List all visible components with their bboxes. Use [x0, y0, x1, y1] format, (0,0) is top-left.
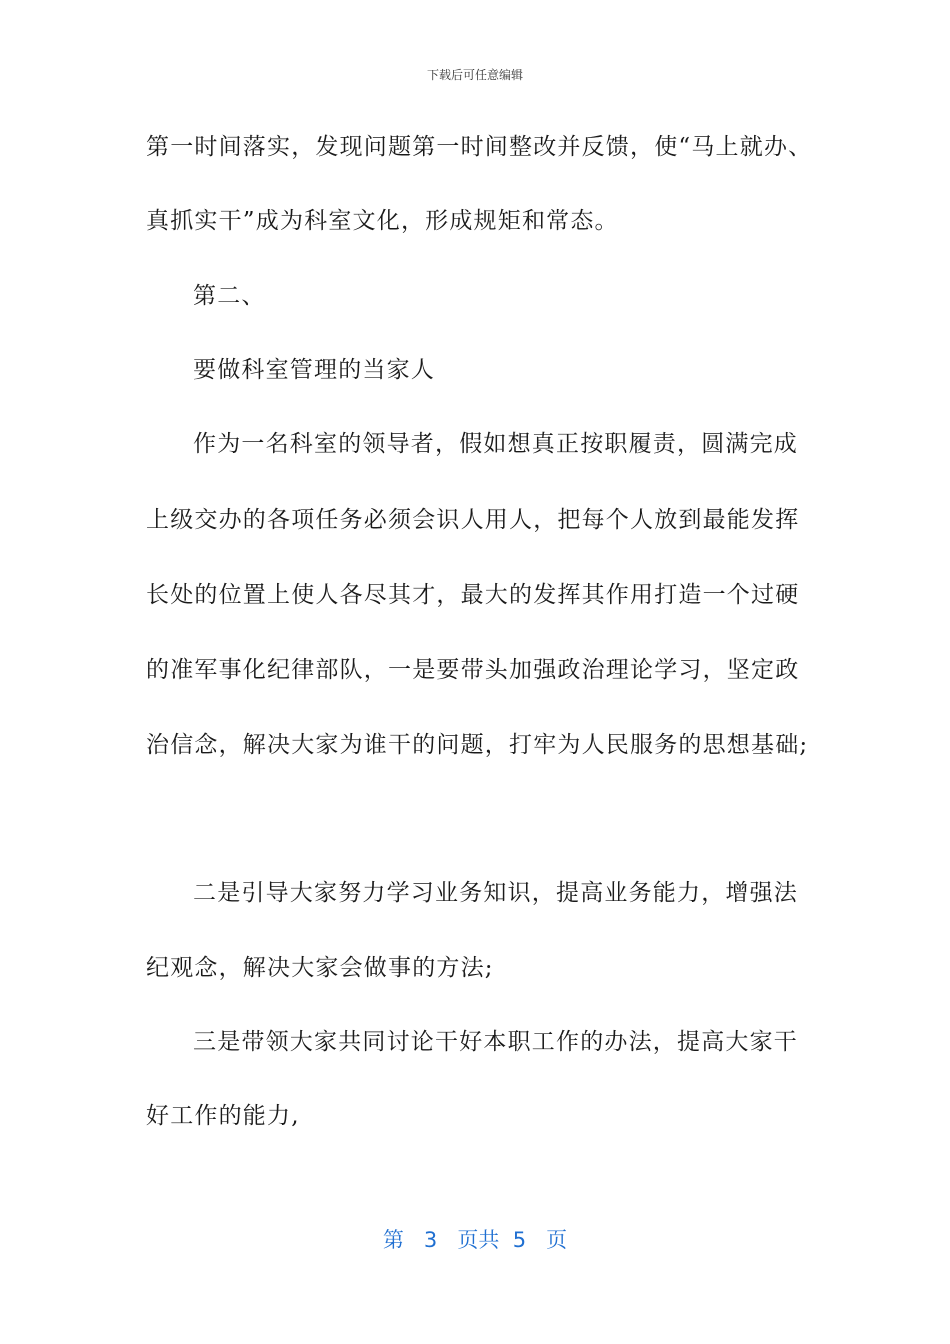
footer-current-page: 3 — [423, 1228, 438, 1252]
body-line-7: 长处的位置上使人各尽其才，最大的发挥其作用打造一个过硬 — [146, 582, 800, 608]
footer-total-pages: 5 — [512, 1228, 527, 1252]
footer-middle: 页共 — [457, 1228, 500, 1252]
page-footer — [0, 1224, 950, 1254]
section-heading-title: 要做科室管理的当家人 — [193, 357, 435, 383]
footer-suffix: 页 — [546, 1228, 568, 1252]
body-line-5: 作为一名科室的领导者，假如想真正按职履责，圆满完成 — [193, 431, 798, 457]
body-line-13: 好工作的能力, — [146, 1103, 300, 1129]
footer-prefix: 第 — [382, 1228, 404, 1252]
body-line-12: 三是带领大家共同讨论干好本职工作的办法，提高大家干 — [193, 1029, 798, 1055]
body-line-6: 上级交办的各项任务必须会识人用人，把每个人放到最能发挥 — [146, 507, 800, 533]
body-line-9: 治信念，解决大家为谁干的问题，打牢为人民服务的思想基础; — [146, 732, 809, 758]
body-line-1: 第一时间落实，发现问题第一时间整改并反馈，使“马上就办、 — [146, 134, 813, 160]
body-line-10: 二是引导大家努力学习业务知识，提高业务能力，增强法 — [193, 880, 798, 906]
body-line-11: 纪观念，解决大家会做事的方法; — [146, 955, 494, 981]
body-line-2: 真抓实干”成为科室文化，形成规矩和常态。 — [146, 208, 619, 234]
page-header: 下载后可任意编辑 — [426, 68, 523, 82]
body-line-8: 的准军事化纪律部队，一是要带头加强政治理论学习，坚定政 — [146, 657, 800, 683]
section-heading-number: 第二、 — [193, 283, 266, 309]
